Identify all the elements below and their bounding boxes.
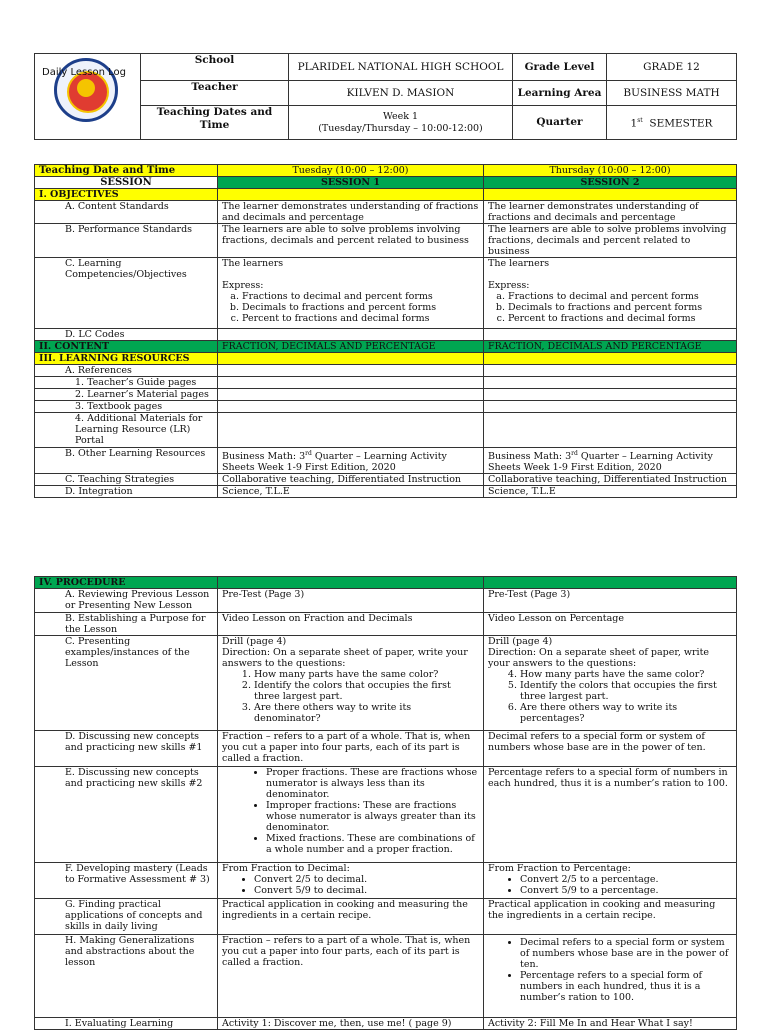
drill-direction: Direction: On a separate sheet of paper, write your answers to the questions:	[488, 647, 710, 669]
proc-h-2	[484, 935, 737, 1018]
lc-item: a. Fractions to decimal and percent forms	[508, 291, 732, 302]
proc-e-label: E. Discussing new concepts and practicing new skills #2	[35, 767, 218, 863]
performance-standards-label: B. Performance Standards	[35, 224, 218, 258]
area-label: Learning Area	[513, 81, 607, 106]
competencies-2	[484, 258, 737, 329]
proc-c-label: C. Presenting examples/instances of the Lesson	[35, 636, 218, 731]
drill-question: 6. Are there others way to write its percentages?	[520, 702, 732, 724]
content-standards-label: A. Content Standards	[35, 201, 218, 224]
dates-label: Teaching Dates and Time	[141, 106, 289, 140]
performance-standards-2: The learners are able to solve problems involving fractions, decimals and percent related to business	[484, 224, 737, 258]
procedure-table	[34, 576, 737, 1030]
additional-materials-label: 4. Additional Materials for Learning Resource (LR) Portal	[35, 413, 218, 448]
teacher-label: Teacher	[141, 81, 289, 106]
lc-codes-label: D. LC Codes	[35, 329, 218, 341]
doc-label: Daily Lesson Log	[42, 67, 126, 78]
proc-d-label: D. Discussing new concepts and practicing new skills #1	[35, 731, 218, 767]
conversion-item: • Convert 5/9 to decimal.	[254, 885, 479, 896]
school-label: School	[141, 54, 289, 81]
proc-i-1: Activity 1: Discover me, then, use me! ( page 9)	[218, 1018, 484, 1030]
lc-item: b. Decimals to fractions and percent forms	[242, 302, 479, 313]
grade-label: Grade Level	[513, 54, 607, 81]
proc-f-label: F. Developing mastery (Leads to Formative Assessment # 3)	[35, 863, 218, 899]
proc-i-2: Activity 2: Fill Me In and Hear What I say!	[484, 1018, 737, 1030]
drill-title: Drill (page 4)	[488, 636, 553, 647]
proc-i-label: I. Evaluating Learning	[35, 1018, 218, 1030]
session-label: SESSION	[35, 177, 218, 189]
proc-a-1: Pre-Test (Page 3)	[218, 589, 484, 613]
integration-1: Science, T.L.E	[218, 486, 484, 498]
references-label: A. References	[35, 365, 218, 377]
proc-g-2: Practical application in cooking and measuring the ingredients in a certain recipe.	[484, 899, 737, 935]
lc-item: c. Percent to fractions and decimal forms	[508, 313, 732, 324]
proc-e-1	[218, 767, 484, 863]
other-resources-2	[484, 448, 737, 474]
olr-sup: rd	[305, 450, 312, 457]
generalization-item: • Decimal refers to a special form or system of numbers whose base are in the power of ten.	[520, 937, 732, 970]
lc-express: Express:	[222, 280, 264, 291]
drill-direction: Direction: On a separate sheet of paper, write your answers to the questions:	[222, 647, 468, 669]
lc-item: b. Decimals to fractions and percent forms	[508, 302, 732, 313]
strategies-label: C. Teaching Strategies	[35, 474, 218, 486]
proc-h-1: Fraction – refers to a part of a whole. That is, when you cut a paper into four parts, each of its part is called a fraction.	[218, 935, 484, 1018]
lc-intro: The learners	[222, 258, 284, 269]
date-session1: Tuesday (10:00 – 12:00)	[218, 165, 484, 177]
content-value-2: FRACTION, DECIMALS AND PERCENTAGE	[484, 341, 737, 353]
proc-f-2	[484, 863, 737, 899]
dates-week: Week 1	[382, 110, 419, 122]
olr-part: Business Math: 3	[488, 451, 572, 463]
header-table	[34, 53, 737, 140]
competencies-1	[218, 258, 484, 329]
dates-time: (Tuesday/Thursday – 10:00-12:00)	[318, 122, 483, 134]
other-resources-1	[218, 448, 484, 474]
lc-item: c. Percent to fractions and decimal forms	[242, 313, 479, 324]
content-standards-1: The learner demonstrates understanding of fractions and decimals and percentage	[218, 201, 484, 224]
olr-part: Business Math: 3	[222, 451, 306, 463]
olr-part: Quarter – Learning Activity Sheets Week 1-9 First Edition, 2020	[488, 451, 713, 474]
content-value-1: FRACTION, DECIMALS AND PERCENTAGE	[218, 341, 484, 353]
fraction-type: • Improper fractions: These are fractions whose numerator is always greater than its denominator.	[266, 800, 479, 833]
fraction-type: • Mixed fractions. These are combinations of a whole number and a proper fraction.	[266, 833, 479, 855]
session-2: SESSION 2	[484, 177, 737, 189]
drill-question: 4. How many parts have the same color?	[520, 669, 732, 680]
integration-label: D. Integration	[35, 486, 218, 498]
conversion-item: • Convert 2/5 to a percentage.	[520, 874, 732, 885]
resources-heading: III. LEARNING RESOURCES	[35, 353, 218, 365]
tg-pages-label: 1. Teacher’s Guide pages	[35, 377, 218, 389]
drill-question: 2. Identify the colors that occupies the first three largest part.	[254, 680, 479, 702]
proc-a-2: Pre-Test (Page 3)	[484, 589, 737, 613]
fraction-type: • Proper fractions. These are fractions whose numerator is always less than its denominator.	[266, 767, 479, 800]
area-value: BUSINESS MATH	[607, 81, 737, 106]
generalization-item: • Percentage refers to a special form of numbers in each hundred, thus it is a number’s ration to 100.	[520, 970, 732, 1003]
performance-standards-1: The learners are able to solve problems involving fractions, decimals and percent related to business	[218, 224, 484, 258]
olr-sup: rd	[571, 450, 578, 457]
teacher-value: KILVEN D. MASION	[289, 81, 513, 106]
procedure-heading: IV. PROCEDURE	[35, 577, 218, 589]
quarter-label: Quarter	[513, 106, 607, 140]
proc-c-2	[484, 636, 737, 731]
content-standards-2: The learner demonstrates understanding of fractions and decimals and percentage	[484, 201, 737, 224]
proc-d-2: Decimal refers to a special form or system of numbers whose base are in the power of ten.	[484, 731, 737, 767]
lc-intro: The learners	[488, 258, 550, 269]
date-time-label: Teaching Date and Time	[35, 165, 218, 177]
quarter-word: SEMESTER	[649, 117, 713, 130]
lc-item: a. Fractions to decimal and percent forms	[242, 291, 479, 302]
grade-value: GRADE 12	[607, 54, 737, 81]
drill-question: 1. How many parts have the same color?	[254, 669, 479, 680]
conversion-head: From Fraction to Decimal:	[222, 863, 350, 874]
proc-f-1	[218, 863, 484, 899]
drill-question: 5. Identify the colors that occupies the first three largest part.	[520, 680, 732, 702]
objectives-heading: I. OBJECTIVES	[35, 189, 218, 201]
drill-question: 3. Are there others way to write its denominator?	[254, 702, 479, 724]
proc-g-label: G. Finding practical applications of concepts and skills in daily living	[35, 899, 218, 935]
proc-a-label: A. Reviewing Previous Lesson or Presenting New Lesson	[35, 589, 218, 613]
quarter-num: 1	[630, 117, 638, 130]
strategies-1: Collaborative teaching, Differentiated Instruction	[218, 474, 484, 486]
date-session2: Thursday (10:00 – 12:00)	[484, 165, 737, 177]
content-heading: II. CONTENT	[35, 341, 218, 353]
proc-h-label: H. Making Generalizations and abstractions about the lesson	[35, 935, 218, 1018]
conversion-head: From Fraction to Percentage:	[488, 863, 631, 874]
conversion-item: • Convert 5/9 to a percentage.	[520, 885, 732, 896]
lc-express: Express:	[488, 280, 530, 291]
other-resources-label: B. Other Learning Resources	[35, 448, 218, 474]
proc-e-2: Percentage refers to a special form of numbers in each hundred, thus it is a number’s ration to 100.	[484, 767, 737, 863]
lm-pages-label: 2. Learner’s Material pages	[35, 389, 218, 401]
proc-b-1: Video Lesson on Fraction and Decimals	[218, 613, 484, 636]
school-value: PLARIDEL NATIONAL HIGH SCHOOL	[289, 54, 513, 81]
strategies-2: Collaborative teaching, Differentiated Instruction	[484, 474, 737, 486]
proc-c-1	[218, 636, 484, 731]
proc-b-label: B. Establishing a Purpose for the Lesson	[35, 613, 218, 636]
competencies-label: C. Learning Competencies/Objectives	[35, 258, 218, 329]
dates-value	[289, 106, 513, 140]
quarter-sup: st	[637, 117, 643, 125]
integration-2: Science, T.L.E	[484, 486, 737, 498]
proc-b-2: Video Lesson on Percentage	[484, 613, 737, 636]
textbook-pages-label: 3. Textbook pages	[35, 401, 218, 413]
quarter-value	[607, 106, 737, 140]
objectives-table	[34, 164, 737, 498]
proc-g-1: Practical application in cooking and measuring the ingredients in a certain recipe.	[218, 899, 484, 935]
proc-d-1: Fraction – refers to a part of a whole. That is, when you cut a paper into four parts, each of its part is called a fraction.	[218, 731, 484, 767]
logo-cell	[35, 54, 141, 140]
drill-title: Drill (page 4)	[222, 636, 287, 647]
session-1: SESSION 1	[218, 177, 484, 189]
olr-part: Quarter – Learning Activity Sheets Week 1-9 First Edition, 2020	[222, 451, 447, 474]
conversion-item: • Convert 2/5 to decimal.	[254, 874, 479, 885]
